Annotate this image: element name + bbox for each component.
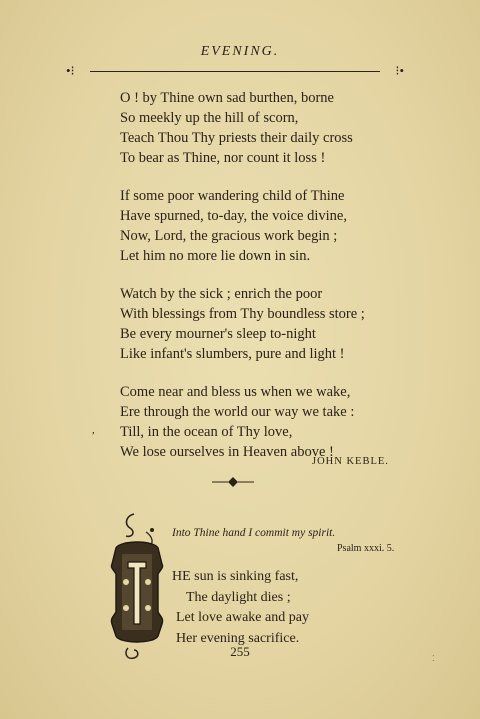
poem-line: Ere through the world our way we take : (120, 404, 355, 420)
poem-line: HE sun is sinking fast, (172, 569, 299, 584)
poem-line: With blessings from Thy boundless store ; (120, 306, 365, 322)
poem-line: We lose ourselves in Heaven above ! (120, 444, 334, 460)
poem-line: If some poor wandering child of Thine (120, 188, 345, 204)
poem-line: Watch by the sick ; enrich the poor (120, 286, 323, 302)
poem-line: Her evening sacrifice. (176, 630, 300, 646)
poem-line: Like infant's slumbers, pure and light ! (120, 346, 345, 362)
poem-line: The daylight dies ; (186, 589, 291, 605)
poem-line: Till, in the ocean of Thy love, (120, 424, 293, 440)
stanza-4 (120, 382, 410, 462)
poem-author: JOHN KEBLE. (312, 456, 389, 467)
poem-line: Teach Thou Thy priests their daily cross (120, 130, 353, 146)
rule-line (90, 71, 380, 72)
rule-ornament-right-icon: ⁝• (395, 63, 404, 78)
section-divider-icon (210, 476, 256, 488)
stanza-3 (120, 284, 410, 364)
page-number: 255 (230, 644, 250, 659)
poem-line: Let love awake and pay (176, 610, 309, 625)
stanza-2 (120, 186, 410, 266)
poem-line: Be every mourner's sleep to-night (120, 326, 316, 342)
epigraph: Into Thine hand I commit my spirit. (172, 527, 336, 539)
poem-line: So meekly up the hill of scorn, (120, 110, 299, 126)
poem-line: Come near and bless us when we wake, (120, 384, 351, 400)
rule-ornament-left-icon: •⁝ (66, 63, 75, 78)
next-poem-opening (172, 567, 309, 649)
header-rule (66, 64, 404, 80)
ornamental-dropcap-t-icon (106, 512, 168, 662)
poem-line: Let him no more lie down in sin. (120, 248, 311, 264)
stanza-1 (120, 88, 410, 168)
running-title: EVENING. (200, 44, 280, 59)
epigraph-citation: Psalm xxxi. 5. (337, 543, 395, 554)
paper-fleck-icon: ⁚ (432, 654, 435, 663)
poem-line: Have spurned, to-day, the voice divine, (120, 208, 347, 224)
poem-line: To bear as Thine, nor count it loss ! (120, 150, 326, 166)
ink-speck-icon: , (92, 424, 95, 436)
poem-line: Now, Lord, the gracious work begin ; (120, 228, 338, 244)
poem-body (120, 88, 410, 480)
poem-line: O ! by Thine own sad burthen, borne (120, 90, 334, 106)
